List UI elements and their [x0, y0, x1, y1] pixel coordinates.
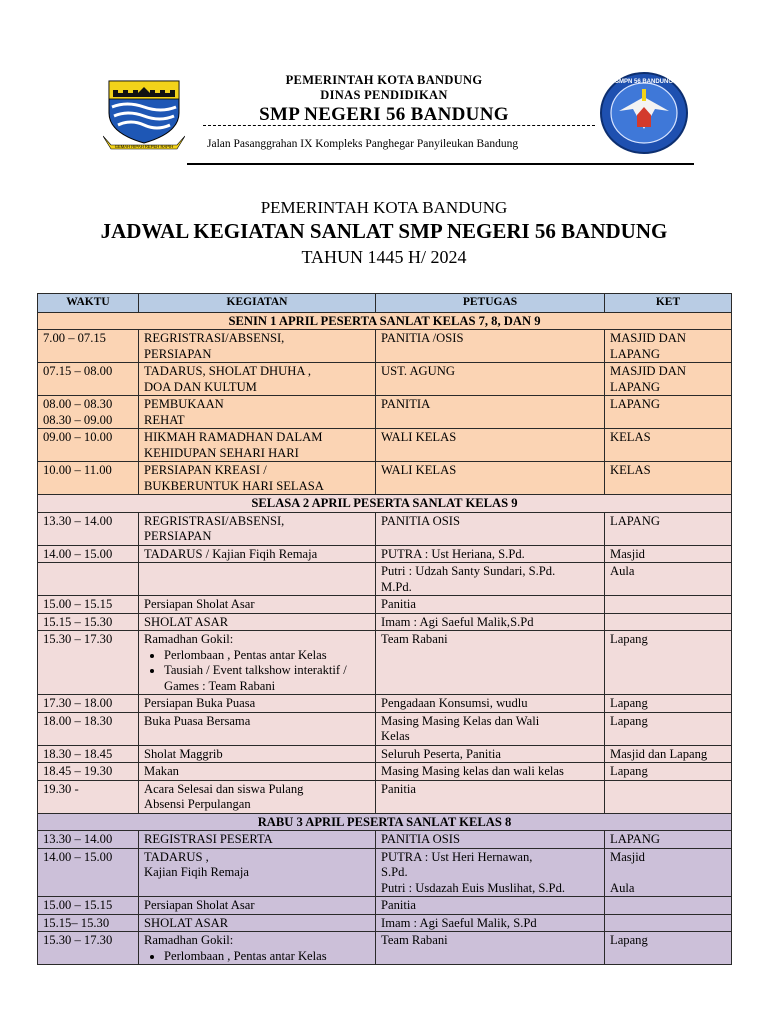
cell-waktu	[38, 462, 139, 495]
table-row	[38, 695, 732, 713]
cell-text: 09.00 – 10.00	[43, 430, 113, 444]
cell-text: Imam : Agi Saeful Malik,S.Pd	[381, 614, 534, 629]
cell-ket	[605, 831, 732, 849]
cell-petugas	[376, 848, 605, 897]
cell-line: HIKMAH RAMADHAN DALAM	[144, 430, 323, 444]
cell-kegiatan	[139, 631, 376, 695]
letterhead-rule	[187, 163, 694, 165]
cell-ket	[605, 780, 732, 813]
cell-kegiatan	[139, 831, 376, 849]
cell-kegiatan	[139, 613, 376, 631]
cell-kegiatan	[139, 596, 376, 614]
cell-waktu	[38, 780, 139, 813]
cell-ket	[605, 848, 732, 897]
cell-line: Masing Masing Kelas dan Wali	[381, 713, 540, 728]
letterhead-address: Jalan Pasanggrahan IX Kompleks Panghegar Panyileukan Bandung	[207, 138, 519, 150]
cell-petugas	[376, 363, 605, 396]
cell-ket	[605, 763, 732, 781]
cell-text: Ramadhan Gokil:	[144, 632, 234, 646]
table-row	[38, 745, 732, 763]
cell-kegiatan	[139, 512, 376, 545]
cell-line: Aula	[610, 880, 635, 895]
cell-kegiatan	[139, 330, 376, 363]
emblem-text: SMPN 56 BANDUNG	[614, 79, 674, 85]
cell-text: 14.00 – 15.00	[43, 849, 113, 864]
cell-ket	[605, 363, 732, 396]
section-row	[38, 813, 732, 831]
cell-waktu	[38, 596, 139, 614]
col-header-kegiatan: KEGIATAN	[139, 294, 376, 313]
cell-line: M.Pd.	[381, 579, 412, 594]
cell-text: UST. AGUNG	[381, 364, 455, 378]
bullet-item: • Perlombaan , Pentas antar Kelas	[164, 949, 370, 965]
cell-text: Lapang	[610, 696, 648, 710]
table-row	[38, 932, 732, 965]
cell-kegiatan	[139, 745, 376, 763]
cell-text: PANITIA	[381, 397, 431, 411]
cell-text: LAPANG	[610, 513, 660, 528]
cell-text: Buka Puasa Bersama	[144, 713, 251, 728]
table-row	[38, 363, 732, 396]
cell-text: Ramadhan Gokil:	[144, 933, 234, 947]
cell-petugas	[376, 695, 605, 713]
cell-text: LAPANG	[610, 397, 660, 411]
cell-waktu	[38, 396, 139, 429]
cell-line: PERSIAPAN KREASI /	[144, 463, 267, 477]
cell-text: Aula	[610, 564, 635, 578]
cell-petugas	[376, 512, 605, 545]
cell-text: TADARUS / Kajian Fiqih Remaja	[144, 546, 318, 561]
cell-ket	[605, 631, 732, 695]
cell-line: PERSIAPAN	[144, 346, 212, 361]
cell-kegiatan	[139, 763, 376, 781]
table-row	[38, 512, 732, 545]
doc-title: JADWAL KEGIATAN SANLAT SMP NEGERI 56 BANDUNG	[100, 219, 668, 243]
cell-line: Masjid	[610, 849, 645, 864]
cell-petugas	[376, 780, 605, 813]
table-row	[38, 596, 732, 614]
cell-waktu	[38, 897, 139, 915]
cell-petugas	[376, 831, 605, 849]
cell-waktu	[38, 831, 139, 849]
cell-ket	[605, 512, 732, 545]
cell-kegiatan	[139, 932, 376, 965]
cell-text: PANITIA /OSIS	[381, 331, 464, 345]
cell-ket	[605, 897, 732, 915]
cell-text: Persiapan Sholat Asar	[144, 898, 255, 912]
cell-line: Putri : Udzah Santy Sundari, S.Pd.	[381, 564, 556, 578]
cell-text: 14.00 – 15.00	[43, 546, 113, 561]
cell-line: Kelas	[381, 729, 410, 743]
cell-text: 17.30 – 18.00	[43, 696, 113, 710]
cell-ket	[605, 396, 732, 429]
cell-waktu	[38, 429, 139, 462]
cell-text: 15.15– 15.30	[43, 915, 110, 930]
cell-text: Lapang	[610, 764, 648, 778]
cell-kegiatan	[139, 462, 376, 495]
cell-text: 19.30 -	[43, 781, 79, 796]
cell-text: 7.00 – 07.15	[43, 331, 106, 345]
cell-line: DOA DAN KULTUM	[144, 379, 257, 394]
bullet-list	[144, 648, 370, 695]
cell-petugas	[376, 613, 605, 631]
cell-kegiatan	[139, 780, 376, 813]
cell-line: 08.00 – 08.30	[43, 397, 113, 411]
cell-petugas	[376, 462, 605, 495]
cell-ket	[605, 545, 732, 563]
cell-petugas	[376, 914, 605, 932]
cell-text: Masing Masing kelas dan wali kelas	[381, 764, 564, 778]
cell-waktu	[38, 363, 139, 396]
cell-petugas	[376, 545, 605, 563]
cell-ket	[605, 330, 732, 363]
cell-text: LAPANG	[610, 832, 660, 846]
table-row	[38, 914, 732, 932]
cell-line: PEMBUKAAN	[144, 397, 224, 411]
cell-waktu	[38, 763, 139, 781]
cell-line: REGRISTRASI/ABSENSI,	[144, 331, 285, 345]
bullet-list	[144, 949, 370, 965]
cell-text: Masjid dan Lapang	[610, 746, 708, 761]
cell-text: 13.30 – 14.00	[43, 832, 113, 846]
letterhead-dept: DINAS PENDIDIKAN	[320, 88, 448, 102]
cell-kegiatan	[139, 363, 376, 396]
cell-text: Team Rabani	[381, 933, 448, 947]
cell-ket	[605, 712, 732, 745]
schedule-body	[38, 312, 732, 965]
cell-text: WALI KELAS	[381, 463, 457, 477]
cell-kegiatan	[139, 429, 376, 462]
cell-text: 15.00 – 15.15	[43, 898, 113, 912]
cell-text: 15.00 – 15.15	[43, 597, 113, 611]
cell-kegiatan	[139, 396, 376, 429]
cell-line: KEHIDUPAN SEHARI HARI	[144, 445, 299, 460]
cell-ket	[605, 914, 732, 932]
cell-text: Persiapan Sholat Asar	[144, 597, 255, 611]
cell-petugas	[376, 745, 605, 763]
table-row	[38, 763, 732, 781]
cell-text: PANITIA OSIS	[381, 832, 460, 846]
cell-ket	[605, 745, 732, 763]
doc-year: TAHUN 1445 H/ 2024	[301, 247, 467, 267]
cell-line: PUTRA : Ust Heri Hernawan,	[381, 849, 533, 864]
section-row	[38, 312, 732, 330]
cell-line: REHAT	[144, 412, 185, 427]
cell-line: LAPANG	[610, 379, 660, 394]
cell-line: TADARUS ,	[144, 849, 209, 864]
cell-text: PUTRA : Ust Heriana, S.Pd.	[381, 546, 525, 561]
cell-line	[610, 865, 726, 881]
col-header-petugas: PETUGAS	[376, 294, 605, 313]
cell-text: 15.30 – 17.30	[43, 933, 113, 947]
cell-waktu	[38, 563, 139, 596]
cell-text: WALI KELAS	[381, 430, 457, 444]
cell-line: TADARUS, SHOLAT DHUHA ,	[144, 364, 312, 378]
cell-text: Pengadaan Konsumsi, wudlu	[381, 696, 528, 710]
section-title: RABU 3 APRIL PESERTA SANLAT KELAS 8	[38, 813, 732, 831]
cell-line: MASJID DAN	[610, 364, 686, 378]
letterhead-gov: PEMERINTAH KOTA BANDUNG	[285, 73, 483, 87]
table-row	[38, 897, 732, 915]
cell-line: Acara Selesai dan siswa Pulang	[144, 781, 304, 796]
cell-petugas	[376, 763, 605, 781]
cell-waktu	[38, 914, 139, 932]
cell-ket	[605, 932, 732, 965]
cell-waktu	[38, 848, 139, 897]
cell-line: LAPANG	[610, 346, 660, 361]
cell-waktu	[38, 695, 139, 713]
cell-waktu	[38, 631, 139, 695]
cell-line: PERSIAPAN	[144, 529, 212, 543]
crest-motto: GEMAH RIPAH REPEH RAPIH	[114, 144, 174, 149]
cell-text: 10.00 – 11.00	[43, 463, 112, 477]
cell-kegiatan	[139, 848, 376, 897]
cell-text: PANITIA OSIS	[381, 513, 460, 528]
cell-kegiatan	[139, 695, 376, 713]
cell-text: KELAS	[610, 463, 651, 477]
cell-ket	[605, 613, 732, 631]
cell-text: Sholat Maggrib	[144, 746, 223, 761]
cell-kegiatan	[139, 897, 376, 915]
cell-petugas	[376, 631, 605, 695]
table-row	[38, 396, 732, 429]
table-row	[38, 848, 732, 897]
cell-ket	[605, 429, 732, 462]
cell-text: Team Rabani	[381, 632, 448, 646]
cell-kegiatan	[139, 914, 376, 932]
table-row	[38, 330, 732, 363]
cell-text: Persiapan Buka Puasa	[144, 696, 256, 710]
schedule-table	[37, 293, 732, 965]
cell-ket	[605, 695, 732, 713]
cell-ket	[605, 596, 732, 614]
cell-text: Panitia	[381, 597, 416, 611]
table-row	[38, 545, 732, 563]
section-title: SENIN 1 APRIL PESERTA SANLAT KELAS 7, 8, DAN 9	[38, 312, 732, 330]
cell-text: 13.30 – 14.00	[43, 513, 113, 528]
col-header-waktu: WAKTU	[38, 294, 139, 313]
cell-petugas	[376, 563, 605, 596]
cell-petugas	[376, 396, 605, 429]
table-row	[38, 631, 732, 695]
cell-kegiatan	[139, 545, 376, 563]
bullet-item: • Perlombaan , Pentas antar Kelas	[164, 648, 370, 664]
cell-text: 18.30 – 18.45	[43, 746, 113, 761]
cell-text: Lapang	[610, 713, 648, 728]
cell-text: Panitia	[381, 781, 416, 796]
table-row	[38, 831, 732, 849]
table-row	[38, 429, 732, 462]
cell-petugas	[376, 712, 605, 745]
table-header-row	[38, 294, 732, 313]
cell-petugas	[376, 897, 605, 915]
cell-waktu	[38, 545, 139, 563]
cell-text: 15.30 – 17.30	[43, 632, 113, 646]
cell-petugas	[376, 330, 605, 363]
cell-text: 18.45 – 19.30	[43, 764, 113, 778]
cell-text: REGISTRASI PESERTA	[144, 832, 273, 846]
table-row	[38, 462, 732, 495]
doc-title-gov: PEMERINTAH KOTA BANDUNG	[260, 198, 508, 217]
table-row	[38, 613, 732, 631]
cell-text: Makan	[144, 764, 179, 778]
cell-ket	[605, 462, 732, 495]
cell-text: SHOLAT ASAR	[144, 915, 229, 930]
cell-line: 08.30 – 09.00	[43, 412, 113, 427]
cell-text: Seluruh Peserta, Panitia	[381, 746, 501, 761]
table-row	[38, 780, 732, 813]
cell-text: Imam : Agi Saeful Malik, S.Pd	[381, 915, 537, 930]
cell-kegiatan	[139, 563, 376, 596]
cell-kegiatan	[139, 712, 376, 745]
cell-petugas	[376, 596, 605, 614]
section-row	[38, 495, 732, 513]
cell-waktu	[38, 613, 139, 631]
cell-petugas	[376, 429, 605, 462]
cell-petugas	[376, 932, 605, 965]
cell-text: Masjid	[610, 546, 645, 561]
table-row	[38, 712, 732, 745]
cell-line: BUKBERUNTUK HARI SELASA	[144, 478, 324, 493]
cell-text: 18.00 – 18.30	[43, 713, 113, 728]
cell-waktu	[38, 932, 139, 965]
table-row	[38, 563, 732, 596]
letterhead-dashed-rule	[203, 125, 595, 126]
section-title: SELASA 2 APRIL PESERTA SANLAT KELAS 9	[38, 495, 732, 513]
letterhead-school: SMP NEGERI 56 BANDUNG	[259, 104, 509, 125]
cell-text: KELAS	[610, 430, 651, 444]
col-header-ket: KET	[605, 294, 732, 313]
cell-text: Lapang	[610, 933, 648, 947]
cell-waktu	[38, 512, 139, 545]
cell-text: Panitia	[381, 898, 416, 912]
cell-line: Kajian Fiqih Remaja	[144, 865, 249, 879]
cell-line: S.Pd.	[381, 865, 408, 879]
bullet-item: • Tausiah / Event talkshow interaktif / Games : Team Rabani	[164, 663, 370, 694]
cell-line: Absensi Perpulangan	[144, 797, 251, 811]
cell-waktu	[38, 745, 139, 763]
cell-text: 07.15 – 08.00	[43, 364, 113, 378]
cell-line: Putri : Usdazah Euis Muslihat, S.Pd.	[381, 880, 566, 895]
cell-line: MASJID DAN	[610, 331, 686, 345]
cell-text: Lapang	[610, 632, 648, 646]
cell-text: 15.15 – 15.30	[43, 614, 113, 629]
cell-waktu	[38, 330, 139, 363]
cell-text: SHOLAT ASAR	[144, 614, 229, 629]
cell-ket	[605, 563, 732, 596]
cell-line: REGRISTRASI/ABSENSI,	[144, 513, 285, 528]
cell-waktu	[38, 712, 139, 745]
